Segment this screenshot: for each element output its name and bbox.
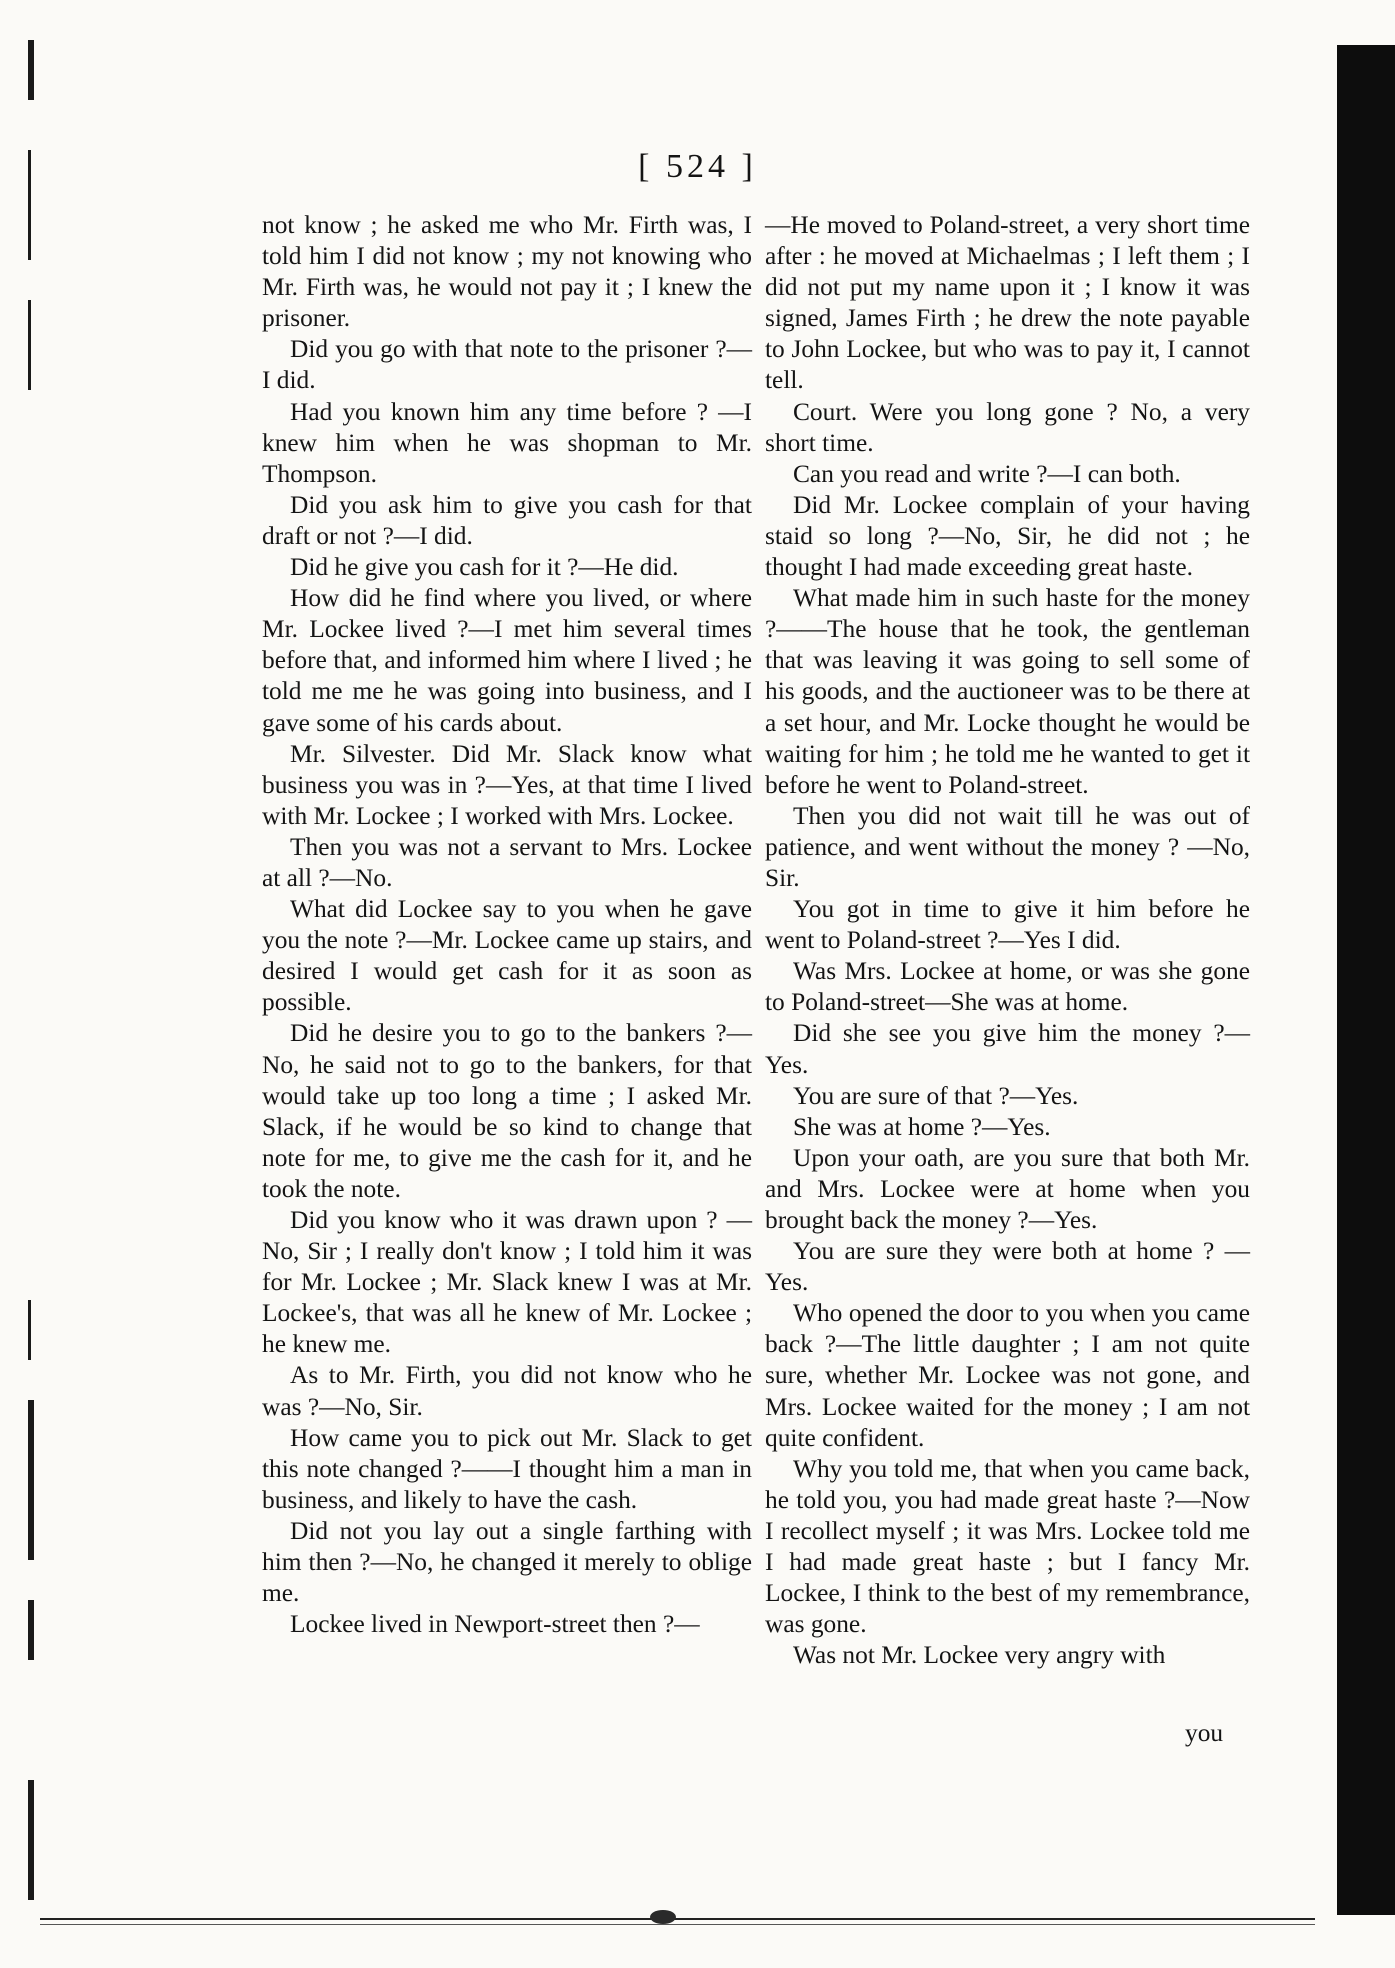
paragraph: Did he give you cash for it ?—He did. xyxy=(290,553,679,582)
paragraph: Was not Mr. Lockee very angry with xyxy=(793,1641,1166,1670)
paragraph: Then you was not a servant to Mrs. Lockee at all ?—No. xyxy=(262,832,752,892)
catchword: you xyxy=(1185,1719,1224,1747)
paragraph: Then you did not wait till he was out of patience, and went without the money ? —No, Sir. xyxy=(765,801,1250,892)
paragraph: Did you know who it was drawn upon ? —No, Sir ; I really don't know ; I told him it was for Mr. Lockee ; Mr. Slack knew I was at Mr. Lockee's, that was all he knew of Mr. Lockee ; he knew me. xyxy=(262,1206,752,1359)
paragraph: As to Mr. Firth, you did not know who he was ?—No, Sir. xyxy=(262,1361,752,1421)
paragraph: How did he find where you lived, or where Mr. Lockee lived ?—I met him several times before that, and informed him where I lived ; he told me me he was going into business, and I gave some of his cards about. xyxy=(262,584,752,737)
scan-mark xyxy=(28,1300,31,1360)
scan-mark xyxy=(28,1600,34,1660)
paragraph: You got in time to give it him before he went to Poland-street ?—Yes I did. xyxy=(765,895,1250,955)
scan-mark xyxy=(28,1400,34,1560)
paragraph: What did Lockee say to you when he gave you the note ?—Mr. Lockee came up stairs, and desired I would get cash for it as soon as possible. xyxy=(262,895,752,1017)
paragraph: How came you to pick out Mr. Slack to get this note changed ?——I thought him a man in business, and likely to have the cash. xyxy=(262,1423,752,1514)
paragraph: not know ; he asked me who Mr. Firth was, I told him I did not know ; my not knowing who Mr. Firth was, he would not pay it ; I knew the prisoner. xyxy=(262,211,752,333)
paragraph: Did he desire you to go to the bankers ?—No, he said not to go to the bankers, for that would take up too long a time ; I asked Mr. Slack, if he would be so kind to change that note for me, to give me the cash for it, and he took the note. xyxy=(262,1019,752,1203)
paragraph: Did Mr. Lockee complain of your having staid so long ?—No, Sir, he did not ; he thought I had made exceeding great haste. xyxy=(765,490,1250,582)
paragraph: Did you go with that note to the prisoner ?—I did. xyxy=(262,335,752,395)
right-column xyxy=(765,210,1250,1671)
paragraph: Can you read and write ?—I can both. xyxy=(793,459,1181,488)
paragraph: She was at home ?—Yes. xyxy=(793,1112,1051,1141)
paragraph: Who opened the door to you when you came back ?—The little daughter ; I am not quite sure, whether Mr. Lockee was not gone, and Mrs. Lockee waited for the money ; I am not quite confident. xyxy=(765,1299,1250,1452)
paragraph: Upon your oath, are you sure that both Mr. and Mrs. Lockee were at home when you brought back the money ?—Yes. xyxy=(765,1143,1250,1234)
paragraph: You are sure of that ?—Yes. xyxy=(793,1081,1079,1110)
scan-mark xyxy=(28,300,31,390)
paragraph: You are sure they were both at home ? —Yes. xyxy=(765,1237,1250,1297)
scan-mark xyxy=(28,1780,34,1900)
scan-edge-right xyxy=(1337,45,1395,1915)
paragraph: Had you known him any time before ? —I knew him when he was shopman to Mr. Thompson. xyxy=(262,397,752,488)
paragraph: Why you told me, that when you came back, he told you, you had made great haste ?—Now I recollect myself ; it was Mrs. Lockee told me I had made great haste ; but I fancy Mr. Lockee, I think to the best of my remembrance, was gone. xyxy=(765,1454,1250,1639)
paragraph: —He moved to Poland-street, a very short time after : he moved at Michaelmas ; I left them ; I did not put my name upon it ; I know it was signed, James Firth ; he drew the note payable to John Lockee, but who was to pay it, I cannot tell. xyxy=(765,211,1250,395)
paragraph: Did you ask him to give you cash for that draft or not ?—I did. xyxy=(262,490,752,550)
scan-mark xyxy=(28,40,34,100)
page-number: [ 524 ] xyxy=(638,148,757,185)
scan-edge-left xyxy=(0,0,60,1968)
paragraph: Mr. Silvester. Did Mr. Slack know what business you was in ?—Yes, at that time I lived with Mr. Lockee ; I worked with Mrs. Lockee. xyxy=(262,739,752,830)
bottom-rule-secondary xyxy=(40,1924,1315,1925)
paragraph: What made him in such haste for the money ?——The house that he took, the gentleman that was leaving it was going to sell some of his goods, and the auctioneer was to be there at a set hour, and Mr. Locke thought he would be waiting for him ; he told me he wanted to get it before he went to Poland-street. xyxy=(765,584,1250,799)
ink-blot xyxy=(650,1910,676,1924)
paragraph: Court. Were you long gone ? No, a very short time. xyxy=(765,397,1250,457)
paragraph: Lockee lived in Newport-street then ?— xyxy=(290,1610,700,1639)
paragraph: Was Mrs. Lockee at home, or was she gone to Poland-street—She was at home. xyxy=(765,957,1250,1017)
paragraph: Did not you lay out a single farthing with him then ?—No, he changed it merely to oblige me. xyxy=(262,1516,752,1608)
paragraph: Did she see you give him the money ?— Yes. xyxy=(765,1019,1250,1079)
bottom-rule xyxy=(40,1918,1315,1920)
left-column xyxy=(262,210,752,1640)
